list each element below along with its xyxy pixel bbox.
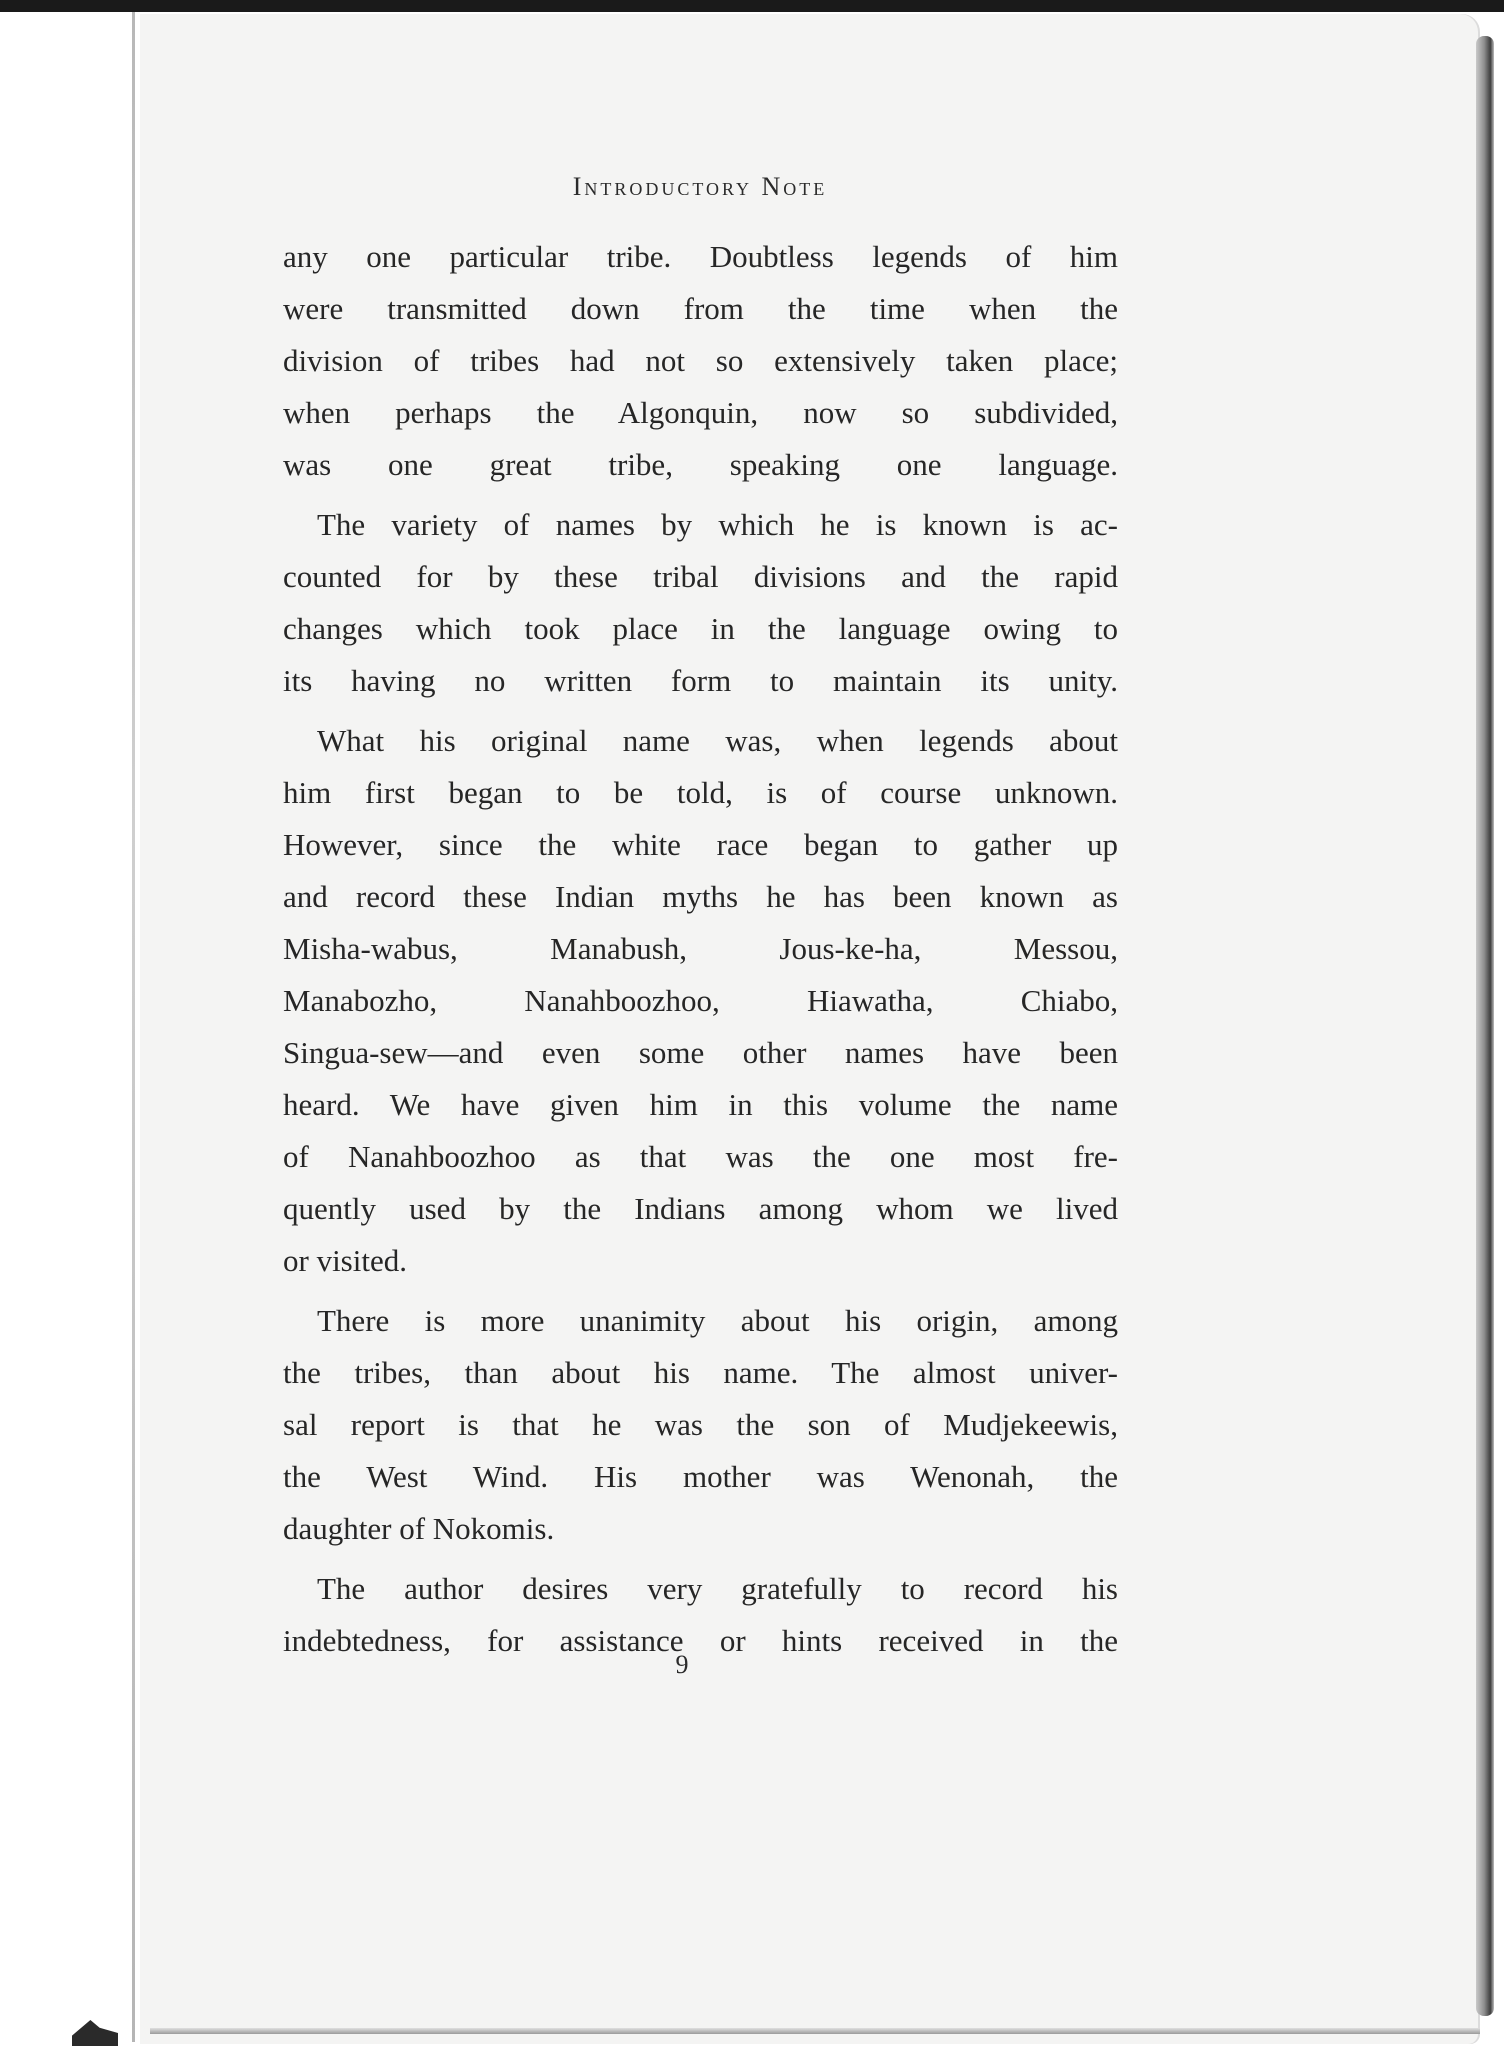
text-line: There is more unanimity about his origin, among [317,1303,1118,1338]
text-line: indebtedness, for assistance or hints received in the [283,1623,1118,1658]
scan-artifact-mark [72,2020,118,2046]
text-line: division of tribes had not so extensively taken place; [283,343,1118,378]
text-line: Singua-sew—and even some other names have been [283,1035,1118,1070]
text-line: was one great tribe, speaking one language. [283,447,1118,482]
running-head: Introductory Note [572,172,828,201]
text-line: any one particular tribe. Doubtless legends of him [283,239,1118,274]
text-line: Manabozho, Nanahboozhoo, Hiawatha, Chiabo, [283,983,1118,1018]
text-line: or visited. [283,1243,407,1278]
paragraph [283,499,1118,707]
text-line: The variety of names by which he is known is ac- [317,507,1118,542]
text-line: were transmitted down from the time when the [283,291,1118,326]
text-line: the tribes, than about his name. The almost univer- [283,1355,1118,1390]
page-bottom-edge [150,2028,1480,2034]
text-line: However, since the white race began to gather up [283,827,1118,862]
text-line: sal report is that he was the son of Mudjekeewis, [283,1407,1118,1442]
text-line: him first began to be told, is of course unknown. [283,775,1118,810]
text-line: quently used by the Indians among whom we lived [283,1191,1118,1226]
text-line: changes which took place in the language owing to [283,611,1118,646]
text-line: the West Wind. His mother was Wenonah, the [283,1459,1118,1494]
text-line: of Nanahboozhoo as that was the one most fre- [283,1139,1118,1174]
text-line: when perhaps the Algonquin, now so subdivided, [283,395,1118,430]
text-line: The author desires very gratefully to record his [317,1571,1118,1606]
scan-top-border [0,0,1504,12]
text-line: and record these Indian myths he has been known as [283,879,1118,914]
text-line: its having no written form to maintain its unity. [283,663,1118,698]
paragraph [283,1295,1118,1555]
page-number: 9 [675,1650,689,1679]
text-line: Misha-wabus, Manabush, Jous-ke-ha, Messou, [283,931,1118,966]
book-gutter [132,12,135,2042]
text-line: daughter of Nokomis. [283,1511,555,1546]
text-line: counted for by these tribal divisions and the rapid [283,559,1118,594]
paragraph [283,715,1118,1287]
page-edge-shadow [1476,36,1494,2016]
text-line: What his original name was, when legends about [317,723,1118,758]
paragraph [283,231,1118,491]
body-text [283,231,1118,1675]
text-line: heard. We have given him in this volume the name [283,1087,1118,1122]
